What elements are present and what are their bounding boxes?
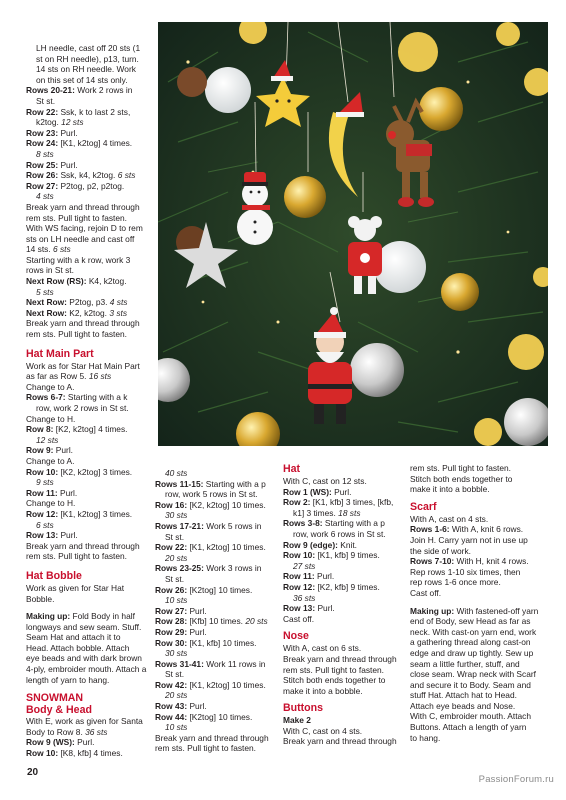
text-line: eye beads and with dark brown (26, 653, 142, 664)
row-label: Row 8: (26, 424, 54, 435)
row-text: Body to Row 8. (26, 726, 86, 737)
row-text: Ssk, k4, k2tog. (58, 170, 118, 181)
text-line: Break yarn and thread through (26, 201, 140, 212)
section-heading: Nose (283, 630, 309, 643)
stitch-count: 3 sts (109, 307, 128, 318)
row-label: Row 42: (155, 679, 188, 690)
stitch-count: 20 sts (165, 690, 188, 701)
row-text: Purl. (53, 445, 74, 456)
row-text: Starting with a k (65, 392, 128, 403)
row-text: [K1, kfb] 10 times. (187, 637, 257, 648)
text-line: With C, cast on 12 sts. (283, 476, 367, 486)
text-line: Rep rows 1-10 six times, then (410, 566, 521, 577)
text-line: stuff Hat. Attach hat to Head. (410, 690, 517, 701)
row-text: Starting with a p (322, 518, 385, 529)
text-line: rows in St st. (26, 265, 74, 276)
text-line: close seam. Wrap neck with Scarf (410, 669, 536, 680)
instruction-row (155, 659, 275, 670)
text-line: the side of work. (410, 545, 471, 556)
row-text: Purl. (314, 571, 335, 582)
instruction-row (26, 181, 154, 192)
text-line (283, 561, 403, 572)
text-line (283, 508, 403, 519)
row-text: [K1, k2tog] 10 times. (187, 679, 266, 690)
row-text: [K2, k2tog] 10 times. (187, 499, 266, 510)
instruction-row (155, 500, 275, 511)
text-line: Change to H. (26, 498, 76, 509)
instruction-row (155, 563, 275, 574)
text-line: make it into a bobble. (410, 484, 490, 495)
row-label: Row 27: (155, 605, 188, 616)
row-label: Row 26: (26, 170, 59, 181)
row-label: Row 9 (WS): (26, 737, 75, 748)
text-line: Work as given for Star Hat Bobble. (26, 582, 125, 604)
stitch-count: 5 sts (36, 286, 54, 297)
text-line: LH needle, cast off 20 sts (1 (36, 43, 141, 53)
column-4 (410, 463, 542, 743)
row-label: Row 13: (283, 603, 316, 614)
instruction-row (26, 488, 154, 499)
row-label: Rows 6-7: (26, 392, 66, 403)
instruction-row (410, 524, 542, 535)
row-label: Row 9 (edge): (283, 539, 338, 550)
stitch-count: 16 sts (88, 371, 112, 382)
stitch-count: 30 sts (165, 510, 188, 521)
text-line: rem sts. Pull tight to fasten. (26, 551, 128, 562)
stitch-count: 40 sts (165, 468, 188, 478)
text-line: With WS facing, rejoin D to rem (26, 223, 143, 234)
text-line: rem sts. Pull tight to fasten. (26, 212, 128, 223)
instruction-row (155, 479, 275, 490)
row-text: Ssk, k to last 2 sts, (58, 106, 131, 117)
stitch-count: 8 sts (36, 148, 54, 159)
section-heading: Body & Head (26, 704, 92, 717)
instruction-row (26, 392, 154, 403)
instruction-row (26, 308, 154, 319)
text-line: row, work 5 rows in St st. (165, 489, 258, 500)
instruction-row (283, 582, 403, 593)
row-text: Work 2 rows in (74, 85, 133, 96)
instruction-row (155, 606, 275, 617)
text-line: Change to A. (26, 381, 75, 392)
row-text: P2tog, p3. (66, 297, 110, 308)
instruction-row (26, 107, 154, 118)
stitch-count: 12 sts (61, 117, 84, 128)
row-label: Rows 31-41: (155, 658, 204, 669)
instruction-row (155, 680, 275, 691)
row-label: Row 9: (26, 445, 54, 456)
instruction-row (155, 616, 275, 627)
row-label: Row 22: (155, 542, 188, 553)
text-line: rem sts. Pull tight to fasten. (26, 329, 128, 340)
text-line: a gathering thread along cast-on (410, 637, 531, 648)
row-text: [K2tog] 10 times. (187, 711, 253, 722)
row-label: Row 16: (155, 499, 188, 510)
row-text: Fold Body in half (70, 611, 135, 622)
row-text: 14 sts. (26, 244, 53, 255)
row-text: With fastened-off yarn (454, 605, 539, 616)
text-line (155, 722, 275, 733)
text-line (26, 520, 154, 531)
row-text: Work 5 rows in (203, 520, 262, 531)
text-line (26, 435, 154, 446)
stitch-count: 6 sts (53, 244, 71, 255)
instruction-row (283, 550, 403, 561)
instruction-row (155, 542, 275, 553)
row-text: P2tog, p2, p2tog. (58, 180, 125, 191)
stitch-count: 18 sts (338, 507, 361, 518)
row-text: K2, k2tog. (66, 307, 110, 318)
row-text: k2tog. (36, 117, 62, 128)
text-line: sts on LH needle and cast off (26, 233, 135, 244)
row-label: Rows 23-25: (155, 563, 204, 574)
row-label: Row 26: (155, 584, 188, 595)
text-line: rem sts. Pull tight to fasten. (155, 743, 257, 754)
row-text: Purl. (315, 603, 335, 614)
row-label: Rows 7-10: (410, 556, 455, 567)
instruction-row (26, 276, 154, 287)
text-line: Stitch both ends together to (283, 675, 386, 686)
text-line (155, 468, 275, 479)
row-label: Rows 1-6: (410, 524, 450, 535)
stitch-count: 36 sts (85, 726, 108, 737)
row-label: Row 2: (283, 497, 311, 508)
instruction-row (26, 128, 154, 139)
instruction-row (26, 160, 154, 171)
instruction-row (26, 138, 154, 149)
text-line: Head. Attach bobble. Attach (26, 642, 130, 653)
row-text: [K2, k2tog] 3 times. (58, 466, 133, 477)
instruction-row (26, 170, 154, 181)
text-line: Break yarn and thread through (26, 540, 140, 551)
text-line: With C, cast on 4 sts. (283, 725, 363, 736)
text-line: to hang. (410, 732, 441, 743)
text-line (26, 287, 154, 298)
row-text: as far as Row 5. (26, 371, 89, 382)
row-label: Row 10: (26, 748, 59, 759)
text-line: Cast off. (410, 587, 442, 598)
instruction-row (283, 487, 403, 498)
instruction-row (26, 467, 154, 478)
row-text: [K1, kfb] 3 times, [kfb, (310, 497, 394, 508)
text-line: Seam Hat and attach it to (26, 632, 121, 643)
row-label: Row 30: (155, 637, 188, 648)
row-text: [K2, kfb] 9 times. (315, 581, 380, 592)
section-heading: Hat Bobble (26, 569, 82, 582)
row-text: Starting with a p (203, 478, 266, 489)
stitch-count: 4 sts (109, 297, 128, 308)
text-line: With A, cast on 4 sts. (410, 513, 489, 524)
row-label: Row 12: (283, 581, 316, 592)
section-heading: Scarf (410, 500, 437, 513)
text-line (26, 244, 154, 255)
row-text: Purl. (331, 486, 352, 497)
instruction-row (410, 606, 542, 617)
text-line: edge and draw up tightly. Sew up (410, 647, 534, 658)
row-text: Knit. (337, 539, 357, 550)
text-line: end of Body, sew Head as far as (410, 616, 531, 627)
section-title-snowman: SNOWMAN (26, 692, 84, 705)
row-text: Work 11 rows in (203, 658, 266, 669)
row-text: [K8, kfb] 4 times. (58, 748, 123, 759)
stitch-count: 30 sts (165, 648, 188, 659)
text-line: Buttons. Attach a length of yarn (410, 722, 527, 733)
row-text: [Kfb] 10 times. (187, 616, 246, 627)
text-line (26, 371, 154, 382)
text-line: Break yarn and thread through (26, 318, 140, 329)
section-heading: Hat (283, 463, 301, 475)
text-line: St st. (165, 669, 185, 680)
row-label: Rows 17-21: (155, 520, 204, 531)
row-label: Row 29: (155, 626, 188, 637)
row-label: Row 23: (26, 127, 59, 138)
instruction-row (26, 530, 154, 541)
row-text: [K1, k2tog] 3 times. (58, 508, 133, 519)
instruction-row (26, 611, 154, 622)
text-line: make it into a bobble. (283, 685, 363, 696)
row-text: Purl. (58, 159, 78, 170)
row-text: Purl. (187, 701, 207, 712)
row-label: Next Row (RS): (26, 276, 87, 287)
row-label: Rows 11-15: (155, 478, 204, 489)
text-line: St st. (165, 573, 185, 584)
instruction-row (26, 509, 154, 520)
text-line: St st. (36, 95, 56, 106)
row-text: Purl. (57, 487, 78, 498)
instruction-row (155, 627, 275, 638)
text-line: With E, work as given for Santa (26, 716, 143, 727)
row-label: Row 28: (155, 616, 188, 627)
text-line: Join H. Carry yarn not in use up (410, 534, 528, 545)
row-label: Making up: (410, 605, 455, 616)
instruction-row (155, 712, 275, 723)
row-label: Row 24: (26, 138, 59, 149)
instruction-row (283, 518, 403, 529)
text-line (26, 191, 154, 202)
instruction-row (155, 585, 275, 596)
row-text: [K2tog] 10 times. (187, 584, 253, 595)
text-line (155, 648, 275, 659)
row-text: Purl. (74, 737, 95, 748)
text-line: Stitch both ends together to (410, 473, 513, 484)
row-label: Row 11: (283, 571, 315, 582)
text-line: st on RH needle), p13, turn. (36, 53, 139, 64)
text-line: row, work 2 rows in St st. (36, 403, 129, 413)
instruction-row (155, 521, 275, 532)
row-label: Row 12: (26, 508, 59, 519)
row-label: Row 1 (WS): (283, 486, 332, 497)
text-line: Change to H. (26, 413, 76, 424)
row-label: Row 10: (283, 550, 316, 561)
stitch-count: 6 sts (36, 519, 54, 530)
instruction-row (283, 571, 403, 582)
column-1 (26, 43, 154, 759)
text-line (155, 595, 275, 606)
stitch-count: 6 sts (117, 170, 136, 181)
text-line: row, work 6 rows in St st. (293, 528, 386, 539)
text-line (26, 117, 154, 128)
text-line: Attach eye beads and Nose. (410, 700, 516, 711)
text-line: With A, cast on 6 sts. (283, 643, 362, 654)
instruction-row (26, 737, 154, 748)
row-label: Row 22: (26, 106, 59, 117)
row-label: Making up: (26, 611, 71, 622)
text-line: Change to A. (26, 455, 75, 466)
row-text: [K1, kfb] 9 times. (315, 550, 380, 561)
row-label: Rows 3-8: (283, 518, 323, 529)
row-label: Row 13: (26, 530, 59, 541)
text-line: Make 2 (283, 715, 311, 726)
row-text: [K1, k2tog] 10 times. (187, 542, 266, 553)
text-line: Work as for Star Hat Main Part (26, 360, 140, 371)
row-label: Next Row: (26, 297, 67, 308)
stitch-count: 10 sts (165, 722, 188, 733)
row-label: Row 43: (155, 701, 188, 712)
text-line: on this set of 14 sts only. (36, 74, 128, 85)
stitch-count: 20 sts (245, 616, 268, 627)
text-line: rem sts. Pull tight to fasten. (283, 664, 385, 675)
column-3 (283, 463, 403, 747)
section-heading: Buttons (283, 702, 324, 715)
row-label: Next Row: (26, 307, 67, 318)
text-line (26, 477, 154, 488)
text-line: 4-ply, embroider mouth. Attach a (26, 664, 147, 675)
row-text: Purl. (187, 626, 207, 637)
row-text: [K2, k2tog] 4 times. (53, 424, 128, 435)
text-line: and secure it to Body. Seam and (410, 679, 531, 690)
text-line: longways and sew seam. Stuff. (26, 621, 142, 632)
row-text: With H, knit 4 rows. (454, 556, 529, 567)
row-text: [K1, k2tog] 4 times. (58, 138, 133, 149)
text-line (283, 593, 403, 604)
stitch-count: 12 sts (36, 434, 59, 445)
text-line: rem sts. Pull tight to fasten. (410, 463, 512, 473)
text-line: Break yarn and thread through (283, 653, 397, 664)
stitch-count: 36 sts (293, 592, 316, 603)
text-line: With C, embroider mouth. Attach (410, 711, 532, 722)
row-label: Row 11: (26, 487, 58, 498)
site-watermark: PassionForum.ru (478, 774, 554, 785)
text-line: seam a little further, stuff, and (410, 658, 520, 669)
row-text: K4, k2tog. (86, 276, 127, 287)
text-line: Break yarn and thread through (283, 736, 397, 747)
row-label: Row 27: (26, 180, 59, 191)
instruction-row (155, 701, 275, 712)
page-number: 20 (27, 767, 39, 778)
text-line: St st. (165, 531, 185, 542)
instruction-row (410, 556, 542, 567)
instruction-row (26, 297, 154, 308)
row-text: Work 3 rows in (203, 563, 262, 574)
column-2 (155, 468, 275, 754)
instruction-row (26, 748, 154, 759)
instruction-row (283, 603, 403, 614)
text-line (26, 727, 154, 738)
row-label: Rows 20-21: (26, 85, 75, 96)
row-text: Purl. (58, 127, 78, 138)
instruction-row (283, 540, 403, 551)
text-line (155, 510, 275, 521)
section-heading: Hat Main Part (26, 347, 94, 360)
text-line: Cast off. (283, 613, 315, 624)
text-line: Starting with a k row, work 3 (26, 254, 131, 265)
christmas-tree-photo (158, 22, 548, 446)
instruction-row (155, 638, 275, 649)
row-label: Row 10: (26, 466, 59, 477)
stitch-count: 27 sts (293, 560, 316, 571)
stitch-count: 4 sts (36, 191, 54, 202)
text-line (155, 553, 275, 564)
text-line: rep rows 1-6 once more. (410, 577, 501, 588)
row-text: With A, knit 6 rows. (449, 524, 524, 535)
text-line (26, 149, 154, 160)
stitch-count: 10 sts (165, 595, 188, 606)
stitch-count: 9 sts (36, 477, 54, 488)
instruction-row (26, 424, 154, 435)
row-text: k1] 3 times. (293, 507, 339, 518)
row-label: Row 44: (155, 711, 188, 722)
text-line: length of yarn to hang. (26, 674, 110, 685)
instruction-row (26, 85, 154, 96)
text-line (155, 690, 275, 701)
instruction-row (26, 445, 154, 456)
row-label: Row 25: (26, 159, 59, 170)
instruction-row (283, 497, 403, 508)
text-line: Break yarn and thread through (155, 732, 269, 743)
text-line: neck. With cast-on yarn end, work (410, 626, 537, 637)
text-line: 14 sts on RH needle. Work (36, 64, 136, 75)
stitch-count: 20 sts (165, 552, 188, 563)
row-text: Purl. (187, 605, 207, 616)
row-text: Purl. (58, 530, 78, 541)
